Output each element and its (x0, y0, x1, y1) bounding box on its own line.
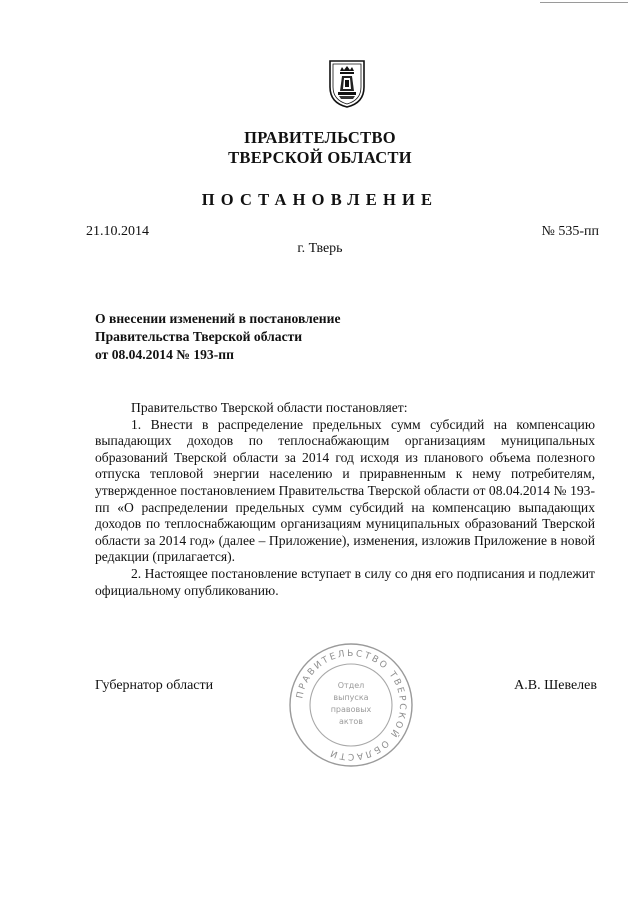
document-body (95, 400, 595, 599)
subject-line-1: О внесении изменений в постановление (95, 311, 341, 326)
top-rule (540, 2, 628, 3)
org-name-line-1: ПРАВИТЕЛЬСТВО (244, 128, 396, 147)
stamp-center-line-1: Отдел (337, 681, 365, 690)
document-subject (95, 310, 340, 364)
subject-line-3: от 08.04.2014 № 193-пп (95, 347, 234, 362)
stamp-center-line-4: актов (338, 717, 364, 726)
stamp-center-line-3: правовых (330, 705, 372, 714)
org-name-line-2: ТВЕРСКОЙ ОБЛАСТИ (228, 148, 412, 167)
intro-paragraph: Правительство Тверской области постановляет: (131, 400, 408, 415)
organization-name (0, 128, 640, 168)
coat-of-arms-emblem (327, 57, 367, 109)
signatory-title: Губернатор области (95, 678, 214, 693)
stamp-ring-text: ПРАВИТЕЛЬСТВО ТВЕРСКОЙ ОБЛАСТИ (295, 648, 408, 762)
document-date: 21.10.2014 (86, 224, 149, 239)
official-stamp (286, 640, 416, 770)
paragraph-2: 2. Настоящее постановление вступает в силу со дня его подписания и подлежит официальному опубликованию. (95, 565, 595, 598)
subject-line-2: Правительства Тверской области (95, 329, 303, 344)
document-city: г. Тверь (297, 241, 343, 256)
signatory-name: А.В. Шевелев (514, 678, 597, 693)
document-number: № 535-пп (541, 224, 599, 239)
document-type: ПОСТАНОВЛЕНИЕ (201, 190, 439, 209)
stamp-center-line-2: выпуска (333, 693, 369, 702)
paragraph-1: 1. Внести в распределение предельных сумм субсидий на компенсацию выпадающих доходов по теплоснабжающим организациям муниципальных образований Тверской области за 2014 год исходя из планового объема полезного отпуска тепловой энергии населению и приравненным к нему потребителям, утвержденное постановлением Правительства Тверской области от 08.04.2014 № 193-пп «О распределении предельных сумм субсидий на компенсацию выпадающих доходов по теплоснабжающим организациям муниципальных образований Тверской области за 2014 год» (далее – Приложение), изменения, изложив Приложение в новой редакции (прилагается). (95, 416, 595, 565)
